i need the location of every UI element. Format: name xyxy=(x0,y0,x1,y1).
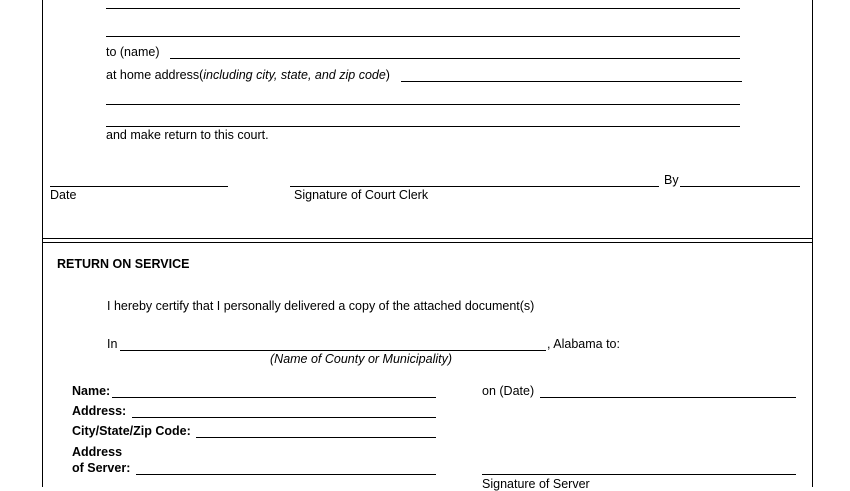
county-field[interactable] xyxy=(120,350,546,351)
name-field[interactable] xyxy=(112,397,436,398)
address-field[interactable] xyxy=(132,417,436,418)
home-address-field[interactable] xyxy=(401,81,742,82)
address-line-1[interactable] xyxy=(106,8,740,9)
by-field[interactable] xyxy=(680,186,800,187)
date-field[interactable] xyxy=(50,186,228,187)
return-on-service-heading: RETURN ON SERVICE xyxy=(57,257,190,271)
address-of-server-label-2: of Server: xyxy=(72,461,131,475)
county-caption: (Name of County or Municipality) xyxy=(270,352,453,366)
section-divider-top xyxy=(42,238,813,239)
to-name-field[interactable] xyxy=(170,58,740,59)
section-divider-bottom xyxy=(42,242,813,243)
form-frame-left xyxy=(42,0,43,487)
clerk-signature-label: Signature of Court Clerk xyxy=(294,188,429,202)
on-date-field[interactable] xyxy=(540,397,796,398)
city-state-zip-label: City/State/Zip Code: xyxy=(72,424,191,438)
date-label: Date xyxy=(50,188,77,202)
server-signature-label: Signature of Server xyxy=(482,477,590,491)
form-frame-right xyxy=(812,0,813,487)
in-label: In xyxy=(107,337,118,351)
address-line-2[interactable] xyxy=(106,36,740,37)
address-label: Address: xyxy=(72,404,127,418)
home-address-line-3[interactable] xyxy=(106,126,740,127)
clerk-signature-field[interactable] xyxy=(290,186,659,187)
server-signature-field[interactable] xyxy=(482,474,796,475)
home-address-line-2[interactable] xyxy=(106,104,740,105)
to-name-label: to (name) xyxy=(106,45,160,59)
name-label: Name: xyxy=(72,384,111,398)
home-address-label: at home address(including city, state, and zip code) xyxy=(106,68,390,82)
address-of-server-label-1: Address xyxy=(72,445,123,459)
by-label: By xyxy=(664,173,679,187)
make-return-text: and make return to this court. xyxy=(106,128,269,142)
city-state-zip-field[interactable] xyxy=(196,437,436,438)
address-of-server-field[interactable] xyxy=(136,474,436,475)
on-date-label: on (Date) xyxy=(482,384,535,398)
alabama-to-text: , Alabama to: xyxy=(547,337,620,351)
certify-text: I hereby certify that I personally delivered a copy of the attached document(s) xyxy=(107,299,535,313)
